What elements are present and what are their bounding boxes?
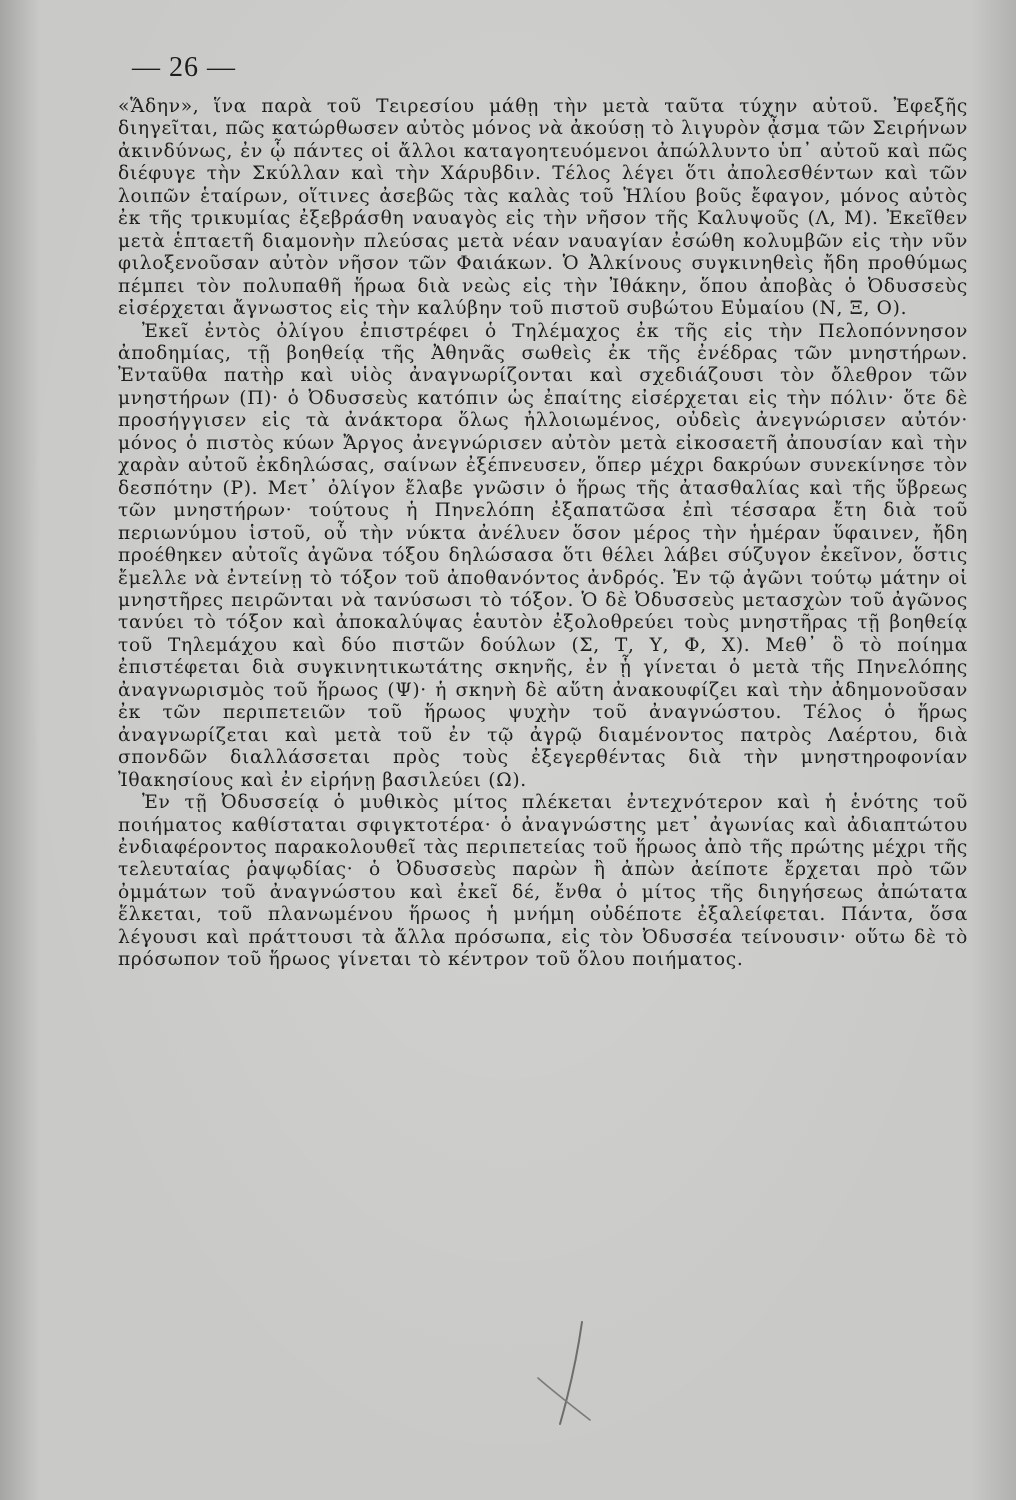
page-number: — 26 — (132, 52, 236, 83)
paragraph-continued: «Ἅδην», ἵνα παρὰ τοῦ Τειρεσίου μάθῃ τὴν μετὰ ταῦτα τύχην αὐτοῦ. Ἐφεξῆς διηγεῖται, πῶς κατώρθωσεν αὐτὸς μόνος νὰ ἀκούσῃ τὸ λιγυρὸν ᾆσμα τῶν Σειρήνων ἀκινδύνως, ἐν ᾧ πάντες οἱ ἄλλοι καταγοητευόμενοι ἀπώλλυντο ὑπ᾽ αὐτοῦ καὶ πῶς διέφυγε τὴν Σκύλλαν καὶ τὴν Χάρυβδιν. Τέλος λέγει ὅτι ἀπολεσθέντων καὶ τῶν λοιπῶν ἑταίρων, οἵτινες ἀσεβῶς τὰς καλὰς τοῦ Ἡλίου βοῦς ἔφαγον, μόνος αὐτὸς ἐκ τῆς τρικυμίας ἐξεβράσθη ναυαγὸς εἰς τὴν νῆσον τῆς Καλυψοῦς (Λ, Μ). Ἐκεῖθεν μετὰ ἑπταετῆ διαμονὴν πλεύσας μετὰ νέαν ναυαγίαν ἐσώθη κολυμβῶν εἰς τὴν νῦν φιλοξενοῦσαν αὐτὸν νῆσον τῶν Φαιάκων. Ὁ Ἀλκίνους συγκινηθεὶς ἤδη προθύμως πέμπει τὸν πολυπαθῆ ἥρωα διὰ νεὼς εἰς τὴν Ἰθάκην, ὅπου ἀποβὰς ὁ Ὀδυσσεὺς εἰσέρχεται ἄγνωστος εἰς τὴν καλύβην τοῦ πιστοῦ συβώτου Εὐμαίου (Ν, Ξ, Ο). (118, 96, 968, 320)
pencil-mark-icon (520, 1320, 640, 1430)
body-text (118, 96, 968, 972)
paragraph-unity-of-odyssey: Ἐν τῇ Ὀδυσσείᾳ ὁ μυθικὸς μίτος πλέκεται ἐντεχνότερον καὶ ἡ ἑνότης τοῦ ποιήματος καθίσταται σφιγκτοτέρα· ὁ ἀναγνώστης μετ᾽ ἀγωνίας καὶ ἀδιαπτώτου ἐνδιαφέροντος παρακολουθεῖ τὰς περιπετείας τοῦ ἥρωος ἀπὸ τῆς πρώτης μέχρι τῆς τελευταίας ῥαψῳδίας· ὁ Ὀδυσσεὺς παρὼν ἢ ἀπὼν ἀείποτε ἔρχεται πρὸ τῶν ὀμμάτων τοῦ ἀναγνώστου καὶ ἐκεῖ δέ, ἔνθα ὁ μίτος τῆς διηγήσεως ἀπώτατα ἕλκεται, τοῦ πλανωμένου ἥρωος ἡ μνήμη οὐδέποτε ἐξαλείφεται. Πάντα, ὅσα λέγουσι καὶ πράττουσι τὰ ἄλλα πρόσωπα, εἰς τὸν Ὀδυσσέα τείνουσιν· οὕτω δὲ τὸ πρόσωπον τοῦ ἥρωος γίνεται τὸ κέντρον τοῦ ὅλου ποιήματος. (118, 792, 968, 971)
paragraph-return-of-telemachus: Ἐκεῖ ἐντὸς ὀλίγου ἐπιστρέφει ὁ Τηλέμαχος ἐκ τῆς εἰς τὴν Πελοπόννησον ἀποδημίας, τῇ βοηθείᾳ τῆς Ἀθηνᾶς σωθεὶς ἐκ τῆς ἐνέδρας τῶν μνηστήρων. Ἐνταῦθα πατὴρ καὶ υἱὸς ἀναγνωρίζονται καὶ σχεδιάζουσι τὸν ὄλεθρον τῶν μνηστήρων (Π)· ὁ Ὀδυσσεὺς κατόπιν ὡς ἐπαίτης εἰσέρχεται εἰς τὴν πόλιν· ὅτε δὲ προσήγγισεν εἰς τὰ ἀνάκτορα ὅλως ἠλλοιωμένος, οὐδεὶς ἀνεγνώρισεν αὐτόν· μόνος ὁ πιστὸς κύων Ἄργος ἀνεγνώρισεν αὐτὸν μετὰ εἰκοσαετῆ ἀπουσίαν καὶ τὴν χαρὰν αὐτοῦ ἐκδηλώσας, σαίνων ἐξέπνευσεν, ὅπερ μέχρι δακρύων συνεκίνησε τὸν δεσπότην (Ρ). Μετ᾽ ὀλίγον ἔλαβε γνῶσιν ὁ ἥρως τῆς ἀτασθαλίας καὶ τῆς ὕβρεως τῶν μνηστήρων· τούτους ἡ Πηνελόπη ἐξαπατῶσα ἐπὶ τέσσαρα ἔτη διὰ τοῦ περιωνύμου ἱστοῦ, οὗ τὴν νύκτα ἀνέλυεν ὅσον μέρος τὴν ἡμέραν ὕφαινεν, ἤδη προέθηκεν αὐτοῖς ἀγῶνα τόξου δηλώσασα ὅτι θέλει λάβει σύζυγον ἐκεῖνον, ὅστις ἔμελλε νὰ ἐντείνῃ τὸ τόξον τοῦ ἀποθανόντος ἀνδρός. Ἐν τῷ ἀγῶνι τούτῳ μάτην οἱ μνηστῆρες πειρῶνται νὰ τανύσωσι τὸ τόξον. Ὁ δὲ Ὀδυσσεὺς μετασχὼν τοῦ ἀγῶνος τανύει τὸ τόξον καὶ ἀποκαλύψας ἑαυτὸν ἐξολοθρεύει τοὺς μνηστῆρας τῇ βοηθείᾳ τοῦ Τηλεμάχου καὶ δύο πιστῶν δούλων (Σ, Τ, Υ, Φ, Χ). Μεθ᾽ ὃ τὸ ποίημα ἐπιστέφεται διὰ συγκινητικωτάτης σκηνῆς, ἐν ᾗ γίνεται ὁ μετὰ τῆς Πηνελόπης ἀναγνωρισμὸς τοῦ ἥρωος (Ψ)· ἡ σκηνὴ δὲ αὕτη ἀνακουφίζει καὶ τὴν ἀδημονοῦσαν ἐκ τῶν περιπετειῶν τοῦ ἥρωος ψυχὴν τοῦ ἀναγνώστου. Τέλος ὁ ἥρως ἀναγνωρίζεται καὶ μετὰ τοῦ ἐν τῷ ἀγρῷ διαμένοντος πατρὸς Λαέρτου, διὰ σπονδῶν διαλλάσσεται πρὸς τοὺς ἐξεγερθέντας διὰ τὴν μνηστηροφονίαν Ἰθακησίους καὶ ἐν εἰρήνῃ βασιλεύει (Ω). (118, 320, 968, 791)
